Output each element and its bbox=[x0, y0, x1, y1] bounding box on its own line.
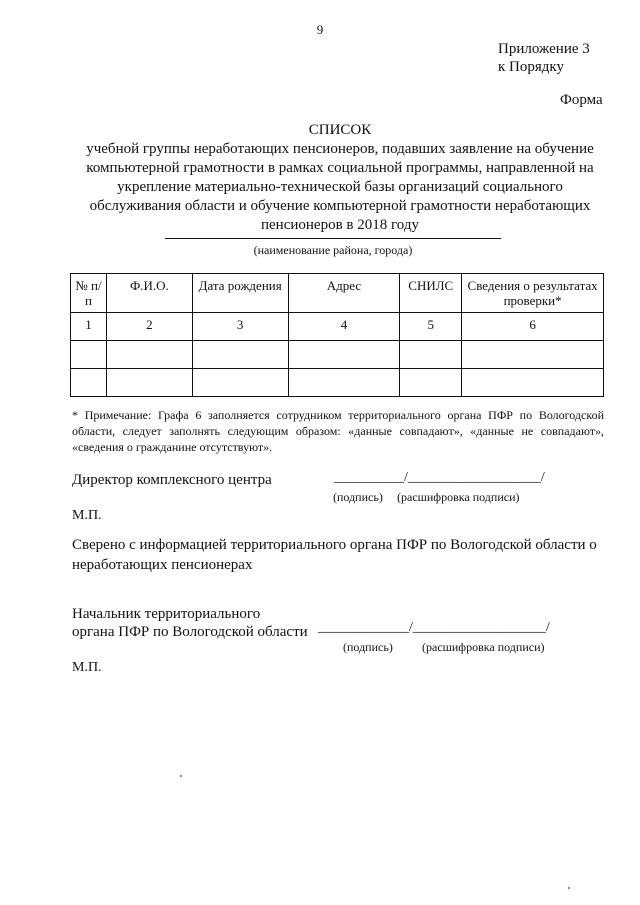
empty-cell bbox=[192, 369, 288, 397]
form-label: Форма bbox=[560, 92, 603, 108]
chief-signature-line: _____________/___________________/ bbox=[318, 620, 550, 635]
director-transcript-caption: (расшифровка подписи) bbox=[397, 490, 520, 504]
appendix-line-1: Приложение 3 bbox=[498, 41, 590, 57]
empty-cell bbox=[71, 369, 107, 397]
column-number-cell: 2 bbox=[106, 313, 192, 341]
column-number-cell: 5 bbox=[400, 313, 462, 341]
empty-cell bbox=[462, 341, 604, 369]
scan-speck bbox=[180, 775, 182, 777]
header-address: Адрес bbox=[288, 274, 400, 313]
table-row bbox=[71, 369, 604, 397]
chief-title bbox=[72, 605, 308, 641]
seal-placeholder: М.П. bbox=[72, 508, 102, 523]
header-snils: СНИЛС bbox=[400, 274, 462, 313]
column-number-cell: 4 bbox=[288, 313, 400, 341]
table-row bbox=[71, 341, 604, 369]
header-full-name: Ф.И.О. bbox=[106, 274, 192, 313]
header-number: № п/п bbox=[71, 274, 107, 313]
table-header-row bbox=[71, 274, 604, 313]
column-number-cell: 3 bbox=[192, 313, 288, 341]
appendix-reference bbox=[498, 40, 590, 76]
director-title: Директор комплексного центра bbox=[72, 472, 272, 488]
empty-cell bbox=[106, 341, 192, 369]
document-title: СПИСОК bbox=[308, 122, 372, 138]
empty-cell bbox=[71, 341, 107, 369]
director-signature-line: __________/___________________/ bbox=[334, 470, 545, 485]
page-number: 9 bbox=[316, 22, 324, 37]
empty-cell bbox=[192, 341, 288, 369]
appendix-line-2: к Порядку bbox=[498, 59, 564, 75]
empty-cell bbox=[462, 369, 604, 397]
chief-title-line-1: Начальник территориального bbox=[72, 606, 261, 622]
document-subtitle: учебной группы неработающих пенсионеров, подавших заявление на обучение компьютерной грамотности в рамках социальной программы, направленной на укрепление материально-технической базы организаций социального обслуживания области и обучение компьютерной грамотности неработающих пенсионеров в 2018 году bbox=[86, 141, 594, 233]
table-row bbox=[71, 313, 604, 341]
table-note: * Примечание: Графа 6 заполняется сотрудником территориального органа ПФР по Вологодской области, следует заполнять следующим образом: «данные совпадают», «данные не совпадают», «сведения о гражданине отсутствуют». bbox=[72, 408, 604, 454]
scan-speck bbox=[568, 887, 570, 889]
column-number-cell: 1 bbox=[71, 313, 107, 341]
empty-cell bbox=[400, 341, 462, 369]
empty-cell bbox=[288, 369, 400, 397]
chief-signature-caption: (подпись) bbox=[343, 640, 393, 654]
column-number-cell: 6 bbox=[462, 313, 604, 341]
empty-cell bbox=[400, 369, 462, 397]
district-fill-line bbox=[165, 238, 501, 239]
empty-cell bbox=[106, 369, 192, 397]
verification-statement: Сверено с информацией территориального органа ПФР по Вологодской области о неработающих пенсионерах bbox=[72, 537, 597, 573]
chief-transcript-caption: (расшифровка подписи) bbox=[422, 640, 545, 654]
group-table bbox=[70, 273, 604, 397]
district-caption: (наименование района, города) bbox=[253, 243, 413, 257]
chief-title-line-2: органа ПФР по Вологодской области bbox=[72, 624, 308, 640]
director-signature-caption: (подпись) bbox=[333, 490, 383, 504]
header-birth-date: Дата рождения bbox=[192, 274, 288, 313]
empty-cell bbox=[288, 341, 400, 369]
seal-placeholder: М.П. bbox=[72, 660, 102, 675]
header-check-results: Сведения о результатах проверки* bbox=[462, 274, 604, 313]
